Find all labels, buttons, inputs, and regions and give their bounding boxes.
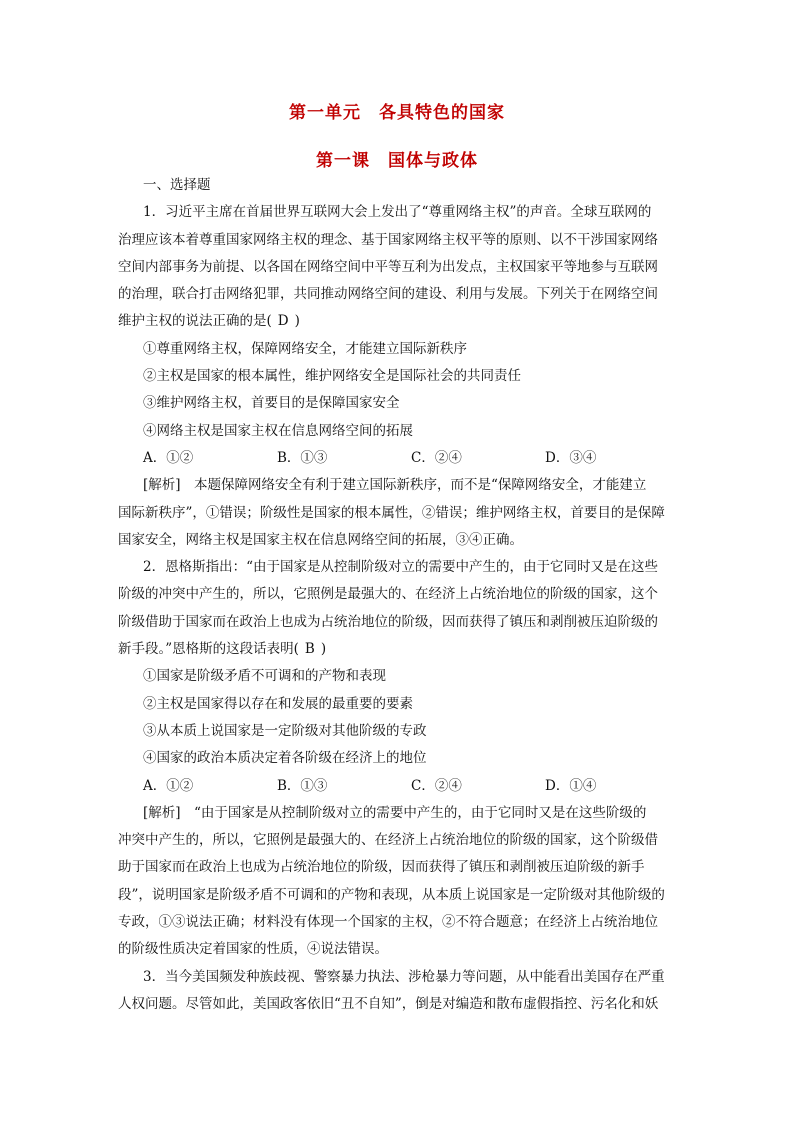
statement-option: ①国家是阶级矛盾不可调和的产物和表现 [143,668,386,685]
analysis-line: 国家安全，网络主权是国家主权在信息网络空间的拓展，③④正确。 [118,531,523,548]
stem-text: 维护主权的说法正确的是( [118,313,272,330]
content-body [118,172,684,1018]
question-stem-end [118,636,684,663]
stem-text: 新手段。”恩格斯的这段话表明( [118,641,299,658]
statement-option: ③从本质上说国家是一定阶级对其他阶级的专政 [143,722,427,739]
question-line: 治理应该本着尊重国家网络主权的理念、基于国家网络主权平等的原则、以不干涉国家网络 [118,231,658,248]
stem-close: ) [294,313,300,330]
statement-option: ②主权是国家得以存在和发展的最重要的要素 [143,695,413,712]
answer-choices [118,445,684,472]
question-line: 3．当今美国频发种族歧视、警察暴力执法、涉枪暴力等问题，从中能看出美国存在严重 [143,968,665,985]
choice-a: A．①② [143,449,194,466]
statement-option: ④国家的政治本质决定着各阶级在经济上的地位 [143,750,427,767]
question-line: 的治理，联合打击网络犯罪，共同推动网络空间的建设、利用与发展。下列关于在网络空间 [118,286,658,303]
question-line: 阶级借助于国家而在政治上也成为占统治地位的阶级，因而获得了镇压和剥削被压迫阶级的 [118,613,658,630]
stem-close: ) [320,641,327,658]
statement-option: ③维护网络主权，首要目的是保障国家安全 [143,395,400,412]
answer-choices [118,773,684,800]
lesson-title: 第一课 国体与政体 [316,151,478,171]
analysis-line: 段”，说明国家是阶级矛盾不可调和的产物和表现，从本质上说国家是一定阶级对其他阶级的 [118,886,665,903]
answer-letter: D [277,313,289,330]
unit-title: 第一单元 各具特色的国家 [289,103,505,123]
choice-c: C．②④ [411,449,462,466]
choice-d: D．①④ [545,777,597,794]
question-line: 人权问题。尽管如此，美国政客依旧“丑不自知”，倒是对编造和散布虚假指控、污名化和妖 [118,995,659,1012]
question-1 [118,199,684,554]
question-line: 1．习近平主席在首届世界互联网大会上发出了“尊重网络主权”的声音。全球互联网的 [143,204,652,221]
choice-b: B．①③ [277,449,328,466]
choice-a: A．①② [143,777,194,794]
analysis-line: [解析] 本题保障网络安全有利于建立国际新秩序，而不是“保障网络安全，才能建立 [143,477,647,494]
section-heading: 一、选择题 [143,177,211,193]
analysis-line: 专政，①③说法正确；材料没有体现一个国家的主权，②不符合题意；在经济上占统治地位 [118,914,658,931]
question-line: 空间内部事务为前提、以各国在网络空间中平等互利为出发点，主权国家平等地参与互联网 [118,258,658,275]
question-2 [118,554,684,963]
question-3 [118,964,684,1019]
analysis-line: 助于国家而在政治上也成为占统治地位的阶级，因而获得了镇压和剥削被压迫阶级的新手 [118,859,645,876]
question-line: 2．恩格斯指出：“由于国家是从控制阶级对立的需要中产生的，由于它同时又是在这些 [143,559,658,576]
statement-option: ②主权是国家的根本属性，维护网络安全是国际社会的共同责任 [143,368,521,385]
choice-c: C．②④ [411,777,462,794]
analysis-line: 国际新秩序”，①错误；阶级性是国家的根本属性，②错误；维护网络主权，首要目的是保障 [118,504,665,521]
statement-option: ①尊重网络主权，保障网络安全，才能建立国际新秩序 [143,340,467,357]
analysis-line: 的阶级性质决定着国家的性质，④说法错误。 [118,941,388,958]
question-stem-end [118,308,684,335]
analysis-line: [解析] “由于国家是从控制阶级对立的需要中产生的，由于它同时又是在这些阶级的 [143,804,647,821]
statement-option: ④网络主权是国家主权在信息网络空间的拓展 [143,422,413,439]
answer-letter: B [304,641,315,658]
choice-d: D．③④ [545,449,597,466]
question-line: 阶级的冲突中产生的，所以，它照例是最强大的、在经济上占统治地位的阶级的国家，这个 [118,586,658,603]
analysis-line: 冲突中产生的，所以，它照例是最强大的、在经济上占统治地位的阶级的国家，这个阶级借 [118,832,658,849]
choice-b: B．①③ [277,777,328,794]
